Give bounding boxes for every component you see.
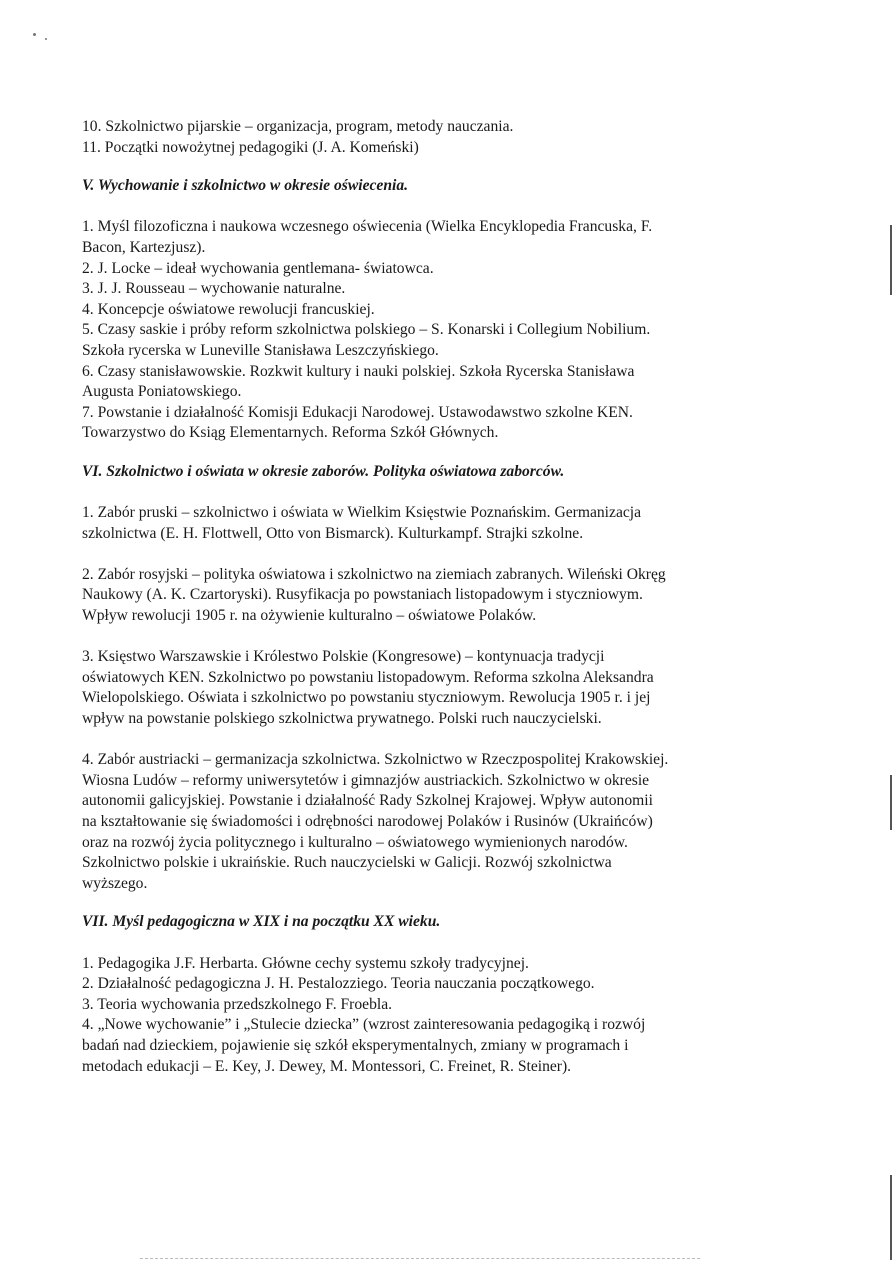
list-item: 5. Czasy saskie i próby reform szkolnictwa polskiego – S. Konarski i Collegium Nobilium. (82, 321, 651, 339)
list-item: 1. Pedagogika J.F. Herbarta. Główne cechy systemu szkoły tradycyjnej. (82, 954, 529, 972)
list-item: Bacon, Kartezjusz). (82, 238, 206, 256)
scan-speck (45, 38, 47, 40)
list-item: Wiosna Ludów – reformy uniwersytetów i gimnazjów austriackich. Szkolnictwo w okresie (82, 771, 650, 789)
list-item: oświatowych KEN. Szkolnictwo po powstaniu listopadowym. Reforma szkolna Aleksandra (82, 668, 654, 686)
list-item: 4. „Nowe wychowanie” i „Stulecie dziecka” (wzrost zainteresowania pedagogiką i rozwój (82, 1016, 646, 1034)
list-item: 1. Zabór pruski – szkolnictwo i oświata w Wielkim Księstwie Poznańskim. Germanizacja (82, 504, 642, 522)
list-item: na kształtowanie się świadomości i odrębności narodowej Polaków i Rusinów (Ukraińców) (82, 813, 653, 830)
scan-bottom-edge (140, 1258, 700, 1259)
list-item: Augusta Poniatowskiego. (82, 383, 242, 401)
scan-edge-line (890, 1175, 892, 1260)
scan-speck (33, 33, 36, 36)
list-item: Szkoła rycerska w Luneville Stanisława Leszczyńskiego. (82, 341, 439, 359)
list-item: szkolnictwa (E. H. Flottwell, Otto von Bismarck). Kulturkampf. Strajki szkolne. (82, 524, 584, 542)
list-item: 3. Księstwo Warszawskie i Królestwo Polskie (Kongresowe) – kontynuacja tradycji (82, 648, 605, 666)
list-item: 1. Myśl filozoficzna i naukowa wczesnego oświecenia (Wielka Encyklopedia Francuska, F. (82, 218, 653, 236)
list-item: 4. Koncepcje oświatowe rewolucji francuskiej. (82, 300, 375, 318)
list-item: wpływ na powstanie polskiego szkolnictwa prywatnego. Polski ruch nauczycielski. (82, 710, 602, 728)
list-item: 3. J. J. Rousseau – wychowanie naturalne. (82, 280, 346, 298)
list-item: Wpływ rewolucji 1905 r. na ożywienie kulturalno – oświatowe Polaków. (82, 607, 537, 625)
list-item: autonomii galicyjskiej. Powstanie i działalność Rady Szkolnej Krajowej. Wpływ autonomii (82, 792, 653, 810)
list-item: Wielopolskiego. Oświata i szkolnictwo po powstaniu styczniowym. Rewolucja 1905 r. i jej (82, 689, 651, 707)
list-item: badań nad dzieckiem, pojawienie się szkół eksperymentalnych, zmiany w programach i (82, 1036, 629, 1054)
scan-edge-line (890, 225, 892, 295)
list-item: 4. Zabór austriacki – germanizacja szkolnictwa. Szkolnictwo w Rzeczpospolitej Krakowskiej. (82, 751, 669, 769)
document-body (82, 117, 772, 1077)
list-item: 6. Czasy stanisławowskie. Rozkwit kultury i nauki polskiej. Szkoła Rycerska Stanisława (82, 362, 635, 380)
list-item: oraz na rozwój życia politycznego i kulturalno – oświatowego wymienionych narodów. (82, 833, 628, 851)
list-item: Towarzystwo do Ksiąg Elementarnych. Reforma Szkół Głównych. (82, 424, 499, 442)
list-item: Naukowy (A. K. Czartoryski). Rusyfikacja po powstaniach listopadowym i styczniowym. (82, 586, 643, 604)
list-item: Szkolnictwo polskie i ukraińskie. Ruch nauczycielski w Galicji. Rozwój szkolnictwa (82, 854, 612, 872)
list-item: wyższego. (82, 874, 148, 892)
list-item: metodach edukacji – E. Key, J. Dewey, M. Montessori, C. Freinet, R. Steiner). (82, 1057, 572, 1075)
section-heading-vi: VI. Szkolnictwo i oświata w okresie zaborów. Polityka oświatowa zaborców. (82, 462, 565, 480)
list-item: 2. J. Locke – ideał wychowania gentlemana- światowca. (82, 259, 434, 277)
scan-edge-line (890, 775, 892, 830)
section-heading-v: V. Wychowanie i szkolnictwo w okresie oświecenia. (82, 177, 409, 195)
list-item: 10. Szkolnictwo pijarskie – organizacja, program, metody nauczania. (82, 118, 514, 135)
list-item: 11. Początki nowożytnej pedagogiki (J. A. Komeński) (82, 138, 419, 156)
list-item: 3. Teoria wychowania przedszkolnego F. Froebla. (82, 995, 393, 1013)
list-item: 2. Zabór rosyjski – polityka oświatowa i szkolnictwo na ziemiach zabranych. Wileński Okręg (82, 565, 666, 583)
list-item: 2. Działalność pedagogiczna J. H. Pestalozziego. Teoria nauczania początkowego. (82, 975, 595, 993)
list-item: 7. Powstanie i działalność Komisji Edukacji Narodowej. Ustawodawstwo szkolne KEN. (82, 403, 633, 421)
section-heading-vii: VII. Myśl pedagogiczna w XIX i na początku XX wieku. (82, 913, 441, 931)
